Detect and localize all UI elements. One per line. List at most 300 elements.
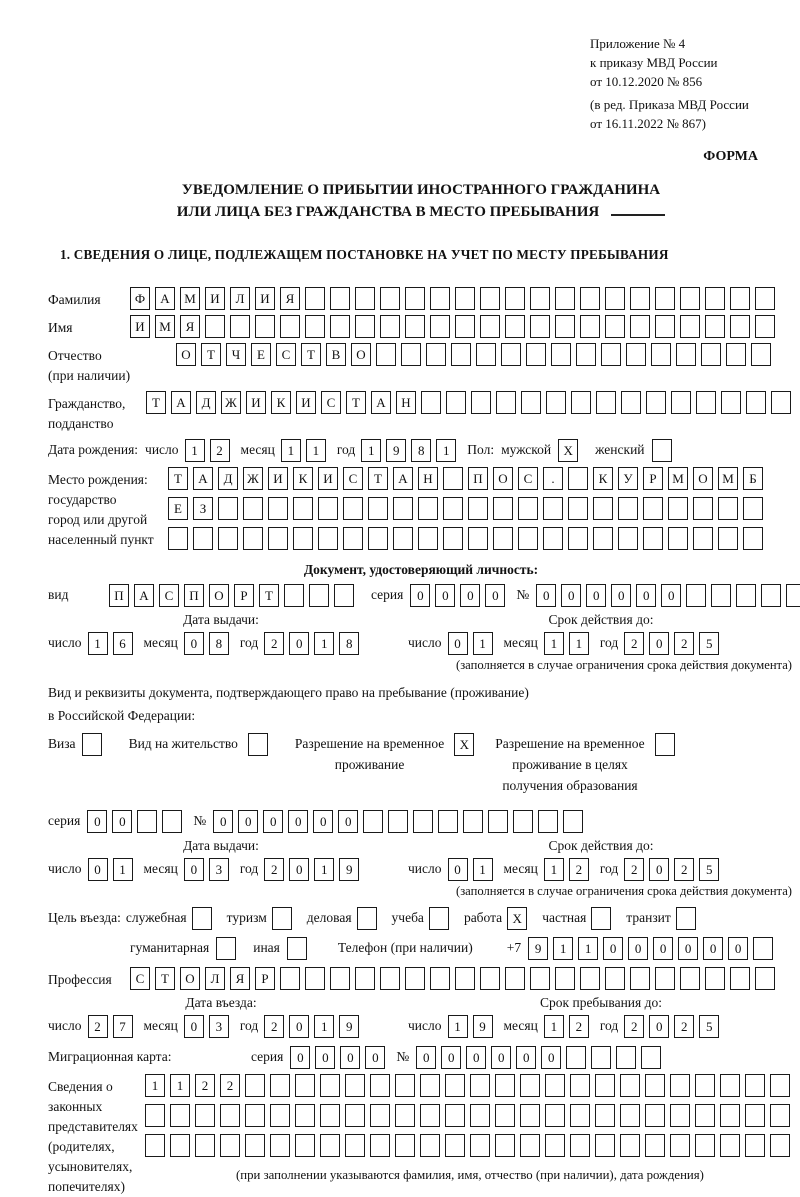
char-cell (280, 315, 300, 338)
char-cell (418, 497, 438, 520)
residence-doc-series-row (48, 810, 794, 833)
char-cell: Т (201, 343, 221, 366)
char-cell (420, 1134, 440, 1157)
res-valid-day (448, 858, 498, 881)
char-cell (380, 967, 400, 990)
migration-number-cells (416, 1046, 666, 1069)
char-cell: И (268, 467, 288, 490)
char-cell (418, 527, 438, 550)
char-cell: К (593, 467, 613, 490)
edition-line: (в ред. Приказа МВД России (590, 97, 749, 112)
char-cell (370, 1074, 390, 1097)
char-cell (495, 1074, 515, 1097)
char-cell (668, 527, 688, 550)
char-cell: X (558, 439, 578, 462)
char-cell: 0 (88, 858, 108, 881)
char-cell (421, 391, 441, 414)
char-cell (270, 1104, 290, 1127)
res-number-label: № (193, 813, 207, 828)
char-cell: Ч (226, 343, 246, 366)
char-cell: Т (146, 391, 166, 414)
char-cell: 0 (678, 937, 698, 960)
char-cell: 1 (361, 439, 381, 462)
res-issue-month (184, 858, 234, 881)
char-cell: 1 (544, 858, 564, 881)
char-cell: 1 (578, 937, 598, 960)
char-cell (618, 527, 638, 550)
char-cell: 1 (185, 439, 205, 462)
char-cell (720, 1104, 740, 1127)
char-cell (443, 527, 463, 550)
char-cell: 2 (195, 1074, 215, 1097)
char-cell: 1 (473, 858, 493, 881)
char-cell (330, 315, 350, 338)
char-cell: 0 (338, 810, 358, 833)
char-cell: 2 (674, 858, 694, 881)
char-cell (655, 287, 675, 310)
char-cell: 0 (184, 632, 204, 655)
char-cell (570, 1074, 590, 1097)
char-cell: 0 (448, 632, 468, 655)
purpose-official-checkbox (192, 907, 217, 930)
char-cell: 0 (636, 584, 656, 607)
purpose-tourism-checkbox (272, 907, 297, 930)
char-cell (355, 287, 375, 310)
char-cell (670, 1104, 690, 1127)
char-cell (641, 1046, 661, 1069)
char-cell (671, 391, 691, 414)
char-cell (771, 391, 791, 414)
char-cell: 0 (365, 1046, 385, 1069)
purpose-label: Цель въезда: (48, 910, 121, 925)
char-cell: 0 (112, 810, 132, 833)
char-cell (620, 1104, 640, 1127)
char-cell: 0 (289, 632, 309, 655)
doc-type-cells (109, 584, 359, 607)
purpose-business-checkbox (357, 907, 382, 930)
forma-label: ФОРМА (703, 149, 758, 164)
char-cell (455, 287, 475, 310)
char-cell (743, 527, 763, 550)
char-cell (645, 1134, 665, 1157)
char-cell (320, 1134, 340, 1157)
char-cell (555, 315, 575, 338)
char-cell: М (718, 467, 738, 490)
form-title-line2: ИЛИ ЛИЦА БЕЗ ГРАЖДАНСТВА В МЕСТО ПРЕБЫВАНИЯ (48, 201, 794, 223)
form-title (48, 179, 794, 223)
char-cell (495, 1134, 515, 1157)
char-cell (380, 315, 400, 338)
doc-valid-day (448, 632, 498, 655)
sex-male-label: мужской (501, 442, 552, 457)
char-cell (593, 497, 613, 520)
entry-year (264, 1015, 364, 1038)
char-cell (545, 1134, 565, 1157)
phone-label: Телефон (при наличии) (337, 940, 473, 955)
purpose-study-checkbox (429, 907, 454, 930)
char-cell (388, 810, 408, 833)
valid-until-head: Срок действия до: (548, 612, 654, 627)
purpose-row: Цель въезда: служебная туризм деловая учеба работа X частная транзит (48, 907, 794, 930)
char-cell: О (209, 584, 229, 607)
char-cell: О (176, 343, 196, 366)
residence-doc-dates: Дата выдачи: число 0 1 месяц 0 3 год 2 0 1 9 Срок действия до: число 0 1 месяц 1 2 год 2 0 2 5 (48, 838, 794, 881)
char-cell (216, 937, 236, 960)
purpose-work-checkbox (507, 907, 532, 930)
char-cell: 0 (466, 1046, 486, 1069)
migration-card-label: Миграционная карта: (48, 1049, 172, 1064)
char-cell (455, 967, 475, 990)
char-cell (693, 527, 713, 550)
char-cell (438, 810, 458, 833)
char-cell: И (318, 467, 338, 490)
profession-label: Профессия (48, 972, 112, 987)
char-cell: 0 (290, 1046, 310, 1069)
char-cell (630, 287, 650, 310)
char-cell (513, 810, 533, 833)
char-cell (652, 439, 672, 462)
identity-doc-row (48, 584, 794, 607)
purpose-transit-checkbox (676, 907, 701, 930)
char-cell: И (205, 287, 225, 310)
char-cell (705, 967, 725, 990)
char-cell: 0 (611, 584, 631, 607)
char-cell (730, 967, 750, 990)
char-cell: 2 (210, 439, 230, 462)
char-cell: Д (196, 391, 216, 414)
char-cell: К (293, 467, 313, 490)
char-cell (693, 497, 713, 520)
res-number-cells (213, 810, 588, 833)
char-cell (280, 967, 300, 990)
char-cell: С (276, 343, 296, 366)
doc-number-label: № (516, 587, 530, 602)
char-cell: К (271, 391, 291, 414)
char-cell (295, 1104, 315, 1127)
char-cell (520, 1074, 540, 1097)
char-cell: 9 (339, 858, 359, 881)
char-cell (395, 1134, 415, 1157)
char-cell: 8 (339, 632, 359, 655)
char-cell (170, 1104, 190, 1127)
char-cell (563, 810, 583, 833)
char-cell (696, 391, 716, 414)
char-cell: 1 (314, 858, 334, 881)
char-cell: 0 (184, 858, 204, 881)
char-cell (445, 1104, 465, 1127)
char-cell (655, 315, 675, 338)
char-cell (705, 315, 725, 338)
char-cell (726, 343, 746, 366)
char-cell (695, 1074, 715, 1097)
char-cell (645, 1074, 665, 1097)
char-cell (137, 810, 157, 833)
char-cell: Т (259, 584, 279, 607)
char-cell (443, 497, 463, 520)
char-cell (770, 1074, 790, 1097)
char-cell: X (507, 907, 527, 930)
surname-label: Фамилия (48, 292, 101, 307)
char-cell: Т (301, 343, 321, 366)
char-cell: 9 (339, 1015, 359, 1038)
char-cell (651, 343, 671, 366)
residence-doc-intro: Вид и реквизиты документа, подтверждающего право на пребывание (проживание) в Российской Федерации: (48, 685, 529, 723)
representatives-block (48, 1074, 794, 1197)
char-cell: Ф (130, 287, 150, 310)
char-cell: Е (168, 497, 188, 520)
stay-day (448, 1015, 498, 1038)
char-cell (192, 907, 212, 930)
char-cell (576, 343, 596, 366)
char-cell (743, 497, 763, 520)
profession-cells (130, 967, 780, 990)
char-cell: 1 (170, 1074, 190, 1097)
char-cell: 0 (460, 584, 480, 607)
char-cell: 5 (699, 1015, 719, 1038)
char-cell: Т (346, 391, 366, 414)
char-cell: И (255, 287, 275, 310)
char-cell (218, 527, 238, 550)
purpose-humanitarian-checkbox (216, 937, 241, 960)
char-cell (405, 315, 425, 338)
char-cell: 0 (603, 937, 623, 960)
char-cell (395, 1074, 415, 1097)
char-cell (686, 584, 706, 607)
char-cell (305, 967, 325, 990)
char-cell: О (351, 343, 371, 366)
doc-issue-month (184, 632, 234, 655)
char-cell (395, 1104, 415, 1127)
char-cell (420, 1104, 440, 1127)
char-cell (591, 1046, 611, 1069)
birth-date-label: Дата рождения: (48, 442, 139, 457)
char-cell (570, 1104, 590, 1127)
char-cell (568, 467, 588, 490)
char-cell (270, 1134, 290, 1157)
char-cell: И (130, 315, 150, 338)
char-cell: Т (168, 467, 188, 490)
migration-card-row: Миграционная карта: серия 0 0 0 0 № 0 0 0 0 0 0 (48, 1046, 794, 1069)
char-cell (670, 1074, 690, 1097)
char-cell: 0 (536, 584, 556, 607)
char-cell (555, 967, 575, 990)
char-cell (605, 287, 625, 310)
limit-note: (заполняется в случае ограничения срока действия документа) (456, 884, 792, 898)
char-cell (745, 1104, 765, 1127)
birth-place-label: Место рождения: государство город или другой населенный пункт (48, 472, 154, 547)
char-cell (538, 810, 558, 833)
char-cell: О (693, 467, 713, 490)
char-cell (368, 497, 388, 520)
char-cell (595, 1074, 615, 1097)
char-cell: 0 (586, 584, 606, 607)
doc-valid-month (544, 632, 594, 655)
char-cell: . (543, 467, 563, 490)
char-cell: 0 (448, 858, 468, 881)
char-cell: 1 (544, 1015, 564, 1038)
char-cell: 3 (209, 858, 229, 881)
char-cell (345, 1074, 365, 1097)
char-cell (676, 343, 696, 366)
char-cell (330, 287, 350, 310)
char-cell (293, 497, 313, 520)
char-cell (580, 967, 600, 990)
section1-heading: 1. СВЕДЕНИЯ О ЛИЦЕ, ПОДЛЕЖАЩЕМ ПОСТАНОВКЕ НА УЧЕТ ПО МЕСТУ ПРЕБЫВАНИЯ (60, 247, 669, 262)
char-cell: 2 (624, 858, 644, 881)
char-cell (476, 343, 496, 366)
char-cell (566, 1046, 586, 1069)
char-cell (568, 497, 588, 520)
char-cell (620, 1134, 640, 1157)
char-cell: П (109, 584, 129, 607)
char-cell (471, 391, 491, 414)
char-cell (668, 497, 688, 520)
birth-year-cells (361, 439, 461, 462)
char-cell: 2 (569, 1015, 589, 1038)
char-cell (605, 967, 625, 990)
char-cell: 0 (661, 584, 681, 607)
form-title-line1: УВЕДОМЛЕНИЕ О ПРИБЫТИИ ИНОСТРАННОГО ГРАЖДАНИНА (181, 182, 661, 198)
char-cell: 0 (649, 858, 669, 881)
char-cell (543, 497, 563, 520)
edition-line: от 16.11.2022 № 867) (590, 116, 707, 131)
char-cell: Н (396, 391, 416, 414)
char-cell (468, 527, 488, 550)
char-cell: 0 (628, 937, 648, 960)
char-cell (755, 967, 775, 990)
char-cell (320, 1104, 340, 1127)
representatives-row2 (145, 1104, 795, 1127)
char-cell (630, 315, 650, 338)
doc-valid-year (624, 632, 724, 655)
char-cell (393, 527, 413, 550)
birth-place-row2 (168, 497, 768, 520)
char-cell: А (134, 584, 154, 607)
char-cell (429, 907, 449, 930)
char-cell: Я (180, 315, 200, 338)
char-cell (695, 1134, 715, 1157)
char-cell: Я (280, 287, 300, 310)
char-cell (655, 733, 675, 756)
char-cell (545, 1104, 565, 1127)
birth-date-row (48, 439, 794, 462)
char-cell: 0 (288, 810, 308, 833)
char-cell (521, 391, 541, 414)
char-cell: 1 (314, 1015, 334, 1038)
char-cell (413, 810, 433, 833)
char-cell (505, 287, 525, 310)
birth-place-block (48, 467, 794, 557)
char-cell (393, 497, 413, 520)
char-cell: У (618, 467, 638, 490)
char-cell (480, 287, 500, 310)
char-cell (701, 343, 721, 366)
char-cell (318, 497, 338, 520)
birth-day-cells (185, 439, 235, 462)
doc-issue-day (88, 632, 138, 655)
visa-checkbox (82, 733, 107, 756)
char-cell: 0 (703, 937, 723, 960)
char-cell (320, 1074, 340, 1097)
char-cell (695, 1104, 715, 1127)
char-cell: 0 (491, 1046, 511, 1069)
char-cell (520, 1104, 540, 1127)
char-cell (601, 343, 621, 366)
char-cell: 0 (87, 810, 107, 833)
char-cell (445, 1134, 465, 1157)
char-cell (705, 287, 725, 310)
char-cell (745, 1074, 765, 1097)
char-cell (530, 315, 550, 338)
doc-number-cells (536, 584, 800, 607)
char-cell (605, 315, 625, 338)
name-label: Имя (48, 320, 73, 335)
char-cell (243, 497, 263, 520)
sex-male-checkbox (558, 439, 583, 462)
char-cell (401, 343, 421, 366)
identity-doc-heading: Документ, удостоверяющий личность: (303, 562, 539, 577)
sex-female-checkbox (652, 439, 677, 462)
char-cell: И (246, 391, 266, 414)
char-cell: М (155, 315, 175, 338)
char-cell (730, 315, 750, 338)
char-cell: Ж (221, 391, 241, 414)
identity-doc-dates: Дата выдачи: число 1 6 месяц 0 8 год 2 0 1 8 Срок действия до: число 0 1 месяц 1 1 год 2 0 2 5 (48, 612, 794, 655)
char-cell (451, 343, 471, 366)
char-cell (676, 907, 696, 930)
char-cell (543, 527, 563, 550)
char-cell: А (155, 287, 175, 310)
char-cell (220, 1134, 240, 1157)
char-cell: 0 (441, 1046, 461, 1069)
char-cell (643, 527, 663, 550)
char-cell (426, 343, 446, 366)
char-cell: 1 (569, 632, 589, 655)
char-cell: Л (230, 287, 250, 310)
char-cell: 1 (473, 632, 493, 655)
char-cell: 8 (411, 439, 431, 462)
char-cell (355, 315, 375, 338)
char-cell (305, 287, 325, 310)
char-cell: X (454, 733, 474, 756)
char-cell: 0 (213, 810, 233, 833)
char-cell (463, 810, 483, 833)
char-cell (736, 584, 756, 607)
char-cell (526, 343, 546, 366)
char-cell (520, 1134, 540, 1157)
doc-type-label: вид (48, 587, 69, 602)
day-label: число (145, 442, 179, 457)
doc-series-label: серия (371, 587, 404, 602)
char-cell (380, 287, 400, 310)
char-cell (555, 287, 575, 310)
char-cell: 0 (516, 1046, 536, 1069)
doc-series-cells (410, 584, 510, 607)
char-cell (443, 467, 463, 490)
char-cell (580, 315, 600, 338)
char-cell: 1 (281, 439, 301, 462)
char-cell (593, 527, 613, 550)
char-cell (545, 1074, 565, 1097)
stay-until-head: Срок пребывания до: (540, 995, 662, 1010)
char-cell (420, 1074, 440, 1097)
char-cell: 2 (674, 1015, 694, 1038)
char-cell (287, 937, 307, 960)
char-cell: 5 (699, 632, 719, 655)
char-cell (270, 1074, 290, 1097)
title-blank-underline (611, 213, 665, 216)
patronymic-cells (176, 343, 776, 366)
